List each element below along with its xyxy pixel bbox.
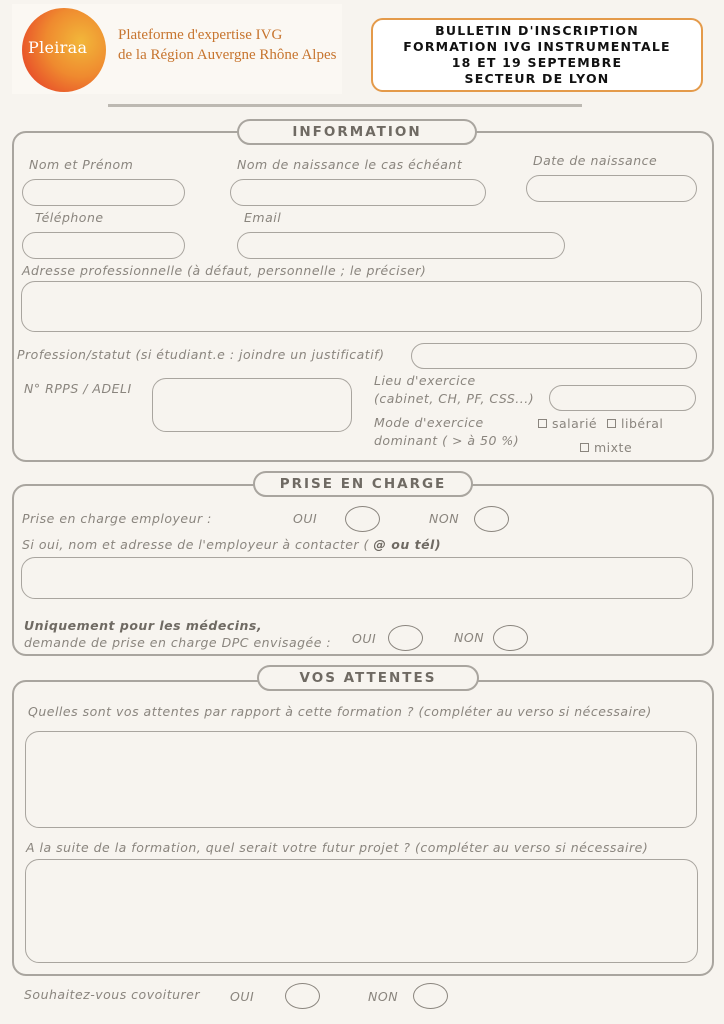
title-line-4: SECTEUR DE LYON [464, 71, 610, 86]
dpc-oui-label: OUI [352, 631, 377, 646]
profession-label: Profession/statut (si étudiant.e : joindre un justificatif) [17, 347, 385, 362]
adresse-label: Adresse professionnelle (à défaut, personnelle ; le préciser) [22, 263, 427, 278]
lieu-label-line1: Lieu d'exercice [374, 373, 476, 388]
attentes-section-title: VOS ATTENTES [257, 665, 479, 691]
email-label: Email [244, 210, 282, 225]
employeur-contact-label [22, 537, 441, 552]
logo-subtitle-line2: de la Région Auvergne Rhône Alpes [118, 47, 337, 63]
employeur-contact-text: Si oui, nom et adresse de l'employeur à contacter ( [22, 537, 369, 552]
header-divider [108, 104, 582, 107]
adresse-field[interactable] [21, 281, 702, 332]
salarie-label: salarié [552, 416, 598, 431]
mixte-label: mixte [594, 440, 633, 455]
covoiturage-oui-radio[interactable] [285, 983, 320, 1009]
attentes-question-1: Quelles sont vos attentes par rapport à cette formation ? (compléter au verso si nécessaire) [28, 704, 652, 719]
logo-subtitle-line1: Plateforme d'expertise IVG [118, 27, 283, 43]
liberal-checkbox[interactable] [607, 419, 616, 428]
date-naissance-label: Date de naissance [533, 153, 658, 168]
dpc-non-radio[interactable] [493, 625, 528, 651]
employeur-oui-radio[interactable] [345, 506, 380, 532]
dpc-label: demande de prise en charge DPC envisagée : [24, 635, 332, 650]
mixte-checkbox[interactable] [580, 443, 589, 452]
covoiturage-oui-label: OUI [230, 989, 255, 1004]
attentes-question-2: A la suite de la formation, quel serait votre futur projet ? (compléter au verso si nécessaire) [26, 840, 649, 855]
document-title-box [371, 18, 703, 92]
employeur-label: Prise en charge employeur : [22, 511, 212, 526]
salarie-option[interactable] [538, 416, 597, 431]
title-line-2: FORMATION IVG INSTRUMENTALE [403, 39, 671, 54]
covoiturage-non-label: NON [368, 989, 399, 1004]
covoiturage-non-radio[interactable] [413, 983, 448, 1009]
dpc-non-label: NON [454, 630, 485, 645]
mode-label-line1: Mode d'exercice [374, 415, 484, 430]
rpps-field[interactable] [152, 378, 352, 432]
lieu-label-line2: (cabinet, CH, PF, CSS...) [374, 391, 535, 406]
attentes-answer-1[interactable] [25, 731, 697, 828]
information-section-title: INFORMATION [237, 119, 477, 145]
employeur-non-label: NON [429, 511, 460, 526]
employeur-oui-label: OUI [293, 511, 318, 526]
title-line-3: 18 ET 19 SEPTEMBRE [451, 55, 623, 70]
attentes-answer-2[interactable] [25, 859, 698, 963]
telephone-label: Téléphone [35, 210, 104, 225]
nom-naissance-field[interactable] [230, 179, 486, 206]
covoiturage-label: Souhaitez-vous covoiturer [24, 987, 201, 1002]
logo-name: Pleiraa [28, 38, 88, 57]
employeur-non-radio[interactable] [474, 506, 509, 532]
profession-field[interactable] [411, 343, 697, 369]
mixte-option[interactable] [580, 440, 632, 455]
date-naissance-field[interactable] [526, 175, 697, 202]
prise-en-charge-section-title: PRISE EN CHARGE [253, 471, 473, 497]
mode-label-line2: dominant ( > à 50 %) [374, 433, 520, 448]
rpps-label: N° RPPS / ADELI [24, 381, 132, 396]
nom-naissance-label: Nom de naissance le cas échéant [237, 157, 463, 172]
liberal-option[interactable] [607, 416, 663, 431]
nom-prenom-label: Nom et Prénom [29, 157, 134, 172]
nom-prenom-field[interactable] [22, 179, 185, 206]
email-field[interactable] [237, 232, 565, 259]
medecins-label: Uniquement pour les médecins, [24, 618, 263, 633]
salarie-checkbox[interactable] [538, 419, 547, 428]
dpc-oui-radio[interactable] [388, 625, 423, 651]
title-line-1: BULLETIN D'INSCRIPTION [435, 23, 639, 38]
lieu-field[interactable] [549, 385, 696, 411]
liberal-label: libéral [621, 416, 664, 431]
employeur-contact-field[interactable] [21, 557, 693, 599]
telephone-field[interactable] [22, 232, 185, 259]
employeur-contact-bold: @ ou tél) [373, 537, 442, 552]
